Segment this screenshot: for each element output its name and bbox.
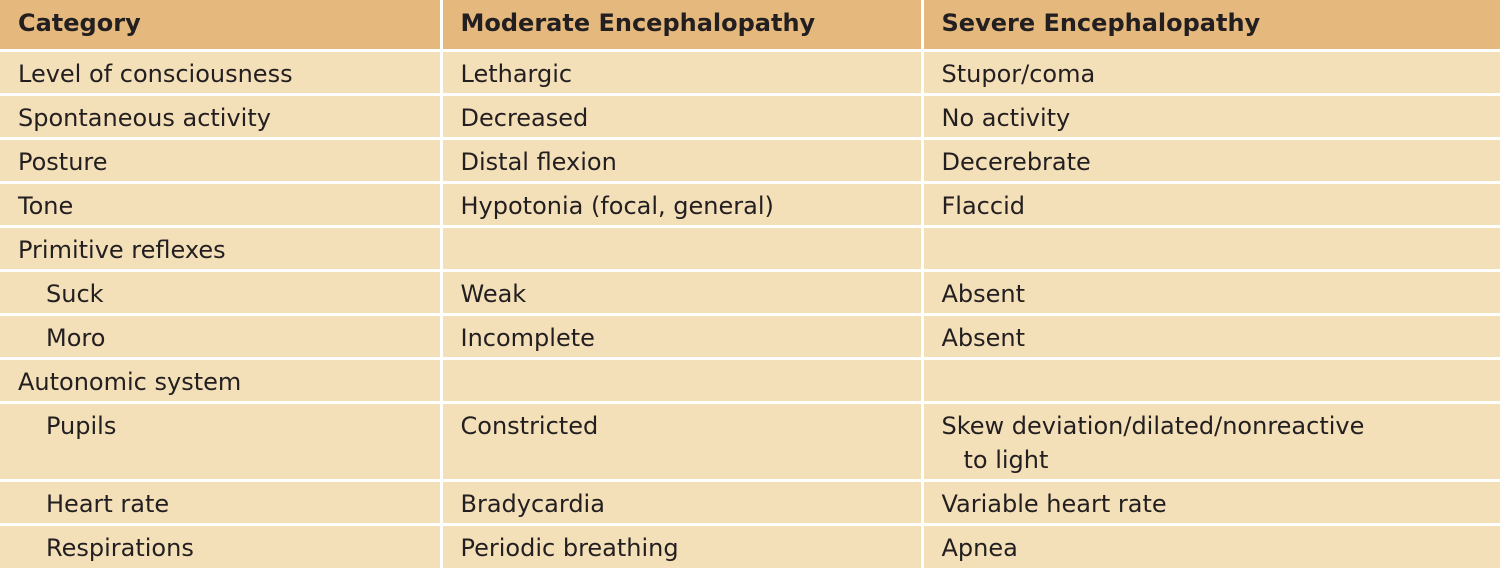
severe-cell: Variable heart rate: [922, 480, 1500, 524]
severe-cell: Flaccid: [922, 182, 1500, 226]
table-row: [0, 402, 1500, 480]
table-row: [0, 138, 1500, 182]
moderate-cell: Bradycardia: [441, 480, 922, 524]
table-row: [0, 226, 1500, 270]
category-cell: Posture: [0, 138, 441, 182]
severe-cell: Apnea: [922, 524, 1500, 568]
table-row: [0, 480, 1500, 524]
table-row: [0, 270, 1500, 314]
category-cell: Autonomic system: [0, 358, 441, 402]
moderate-cell: Weak: [441, 270, 922, 314]
severe-cell-line: Skew deviation/dilated/nonreactive: [941, 411, 1365, 440]
moderate-cell: Incomplete: [441, 314, 922, 358]
moderate-cell: [441, 226, 922, 270]
category-cell: Primitive reflexes: [0, 226, 441, 270]
severe-cell-line-continued: to light: [963, 445, 1049, 474]
category-cell: Tone: [0, 182, 441, 226]
header-category: Category: [0, 0, 441, 50]
table-row: [0, 314, 1500, 358]
table-row: [0, 524, 1500, 568]
severe-cell: [922, 358, 1500, 402]
table-row: [0, 182, 1500, 226]
moderate-cell: Distal flexion: [441, 138, 922, 182]
header-severe: Severe Encephalopathy: [922, 0, 1500, 50]
severe-cell: No activity: [922, 94, 1500, 138]
severe-cell: [922, 226, 1500, 270]
moderate-cell: Hypotonia (focal, general): [441, 182, 922, 226]
category-cell: Level of consciousness: [0, 50, 441, 94]
moderate-cell: Periodic breathing: [441, 524, 922, 568]
severe-cell: Stupor/coma: [922, 50, 1500, 94]
moderate-cell: Decreased: [441, 94, 922, 138]
moderate-cell: Constricted: [441, 402, 922, 480]
table-row: [0, 94, 1500, 138]
category-cell: Respirations: [0, 524, 441, 568]
category-cell: Pupils: [0, 402, 441, 480]
severe-cell: Absent: [922, 270, 1500, 314]
category-cell: Spontaneous activity: [0, 94, 441, 138]
header-moderate: Moderate Encephalopathy: [441, 0, 922, 50]
category-cell: Suck: [0, 270, 441, 314]
severe-cell: [922, 402, 1500, 480]
severe-cell: Absent: [922, 314, 1500, 358]
severe-cell: Decerebrate: [922, 138, 1500, 182]
moderate-cell: Lethargic: [441, 50, 922, 94]
moderate-cell: [441, 358, 922, 402]
table-row: [0, 358, 1500, 402]
category-cell: Heart rate: [0, 480, 441, 524]
table-row: [0, 50, 1500, 94]
category-cell: Moro: [0, 314, 441, 358]
header-row: [0, 0, 1500, 50]
